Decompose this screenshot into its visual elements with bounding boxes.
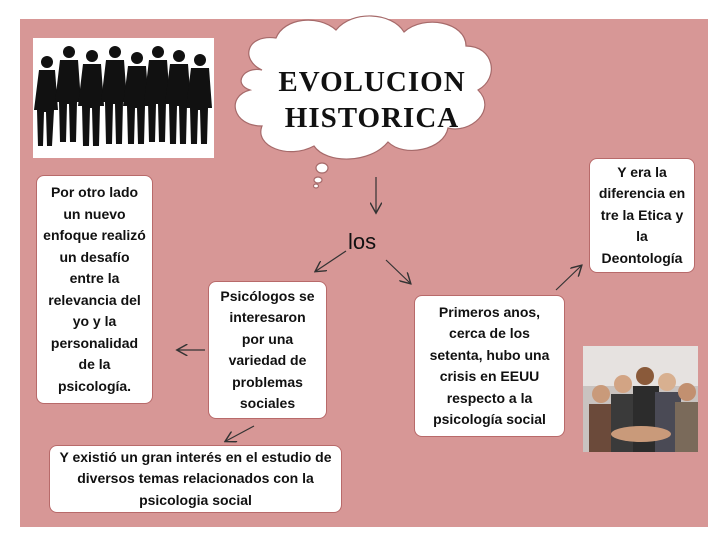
arrow-psicologos-to-interes [226, 426, 254, 441]
box-interes-text: Y existió un gran interés en el estudio de diversos temas relacionados con la psicologia social [59, 448, 332, 508]
arrow-los-to-primeros [386, 260, 410, 283]
connector-los: los [348, 229, 377, 254]
box-otro-lado-text: Por otro lado un nuevo enfoque realizó un desafío entre la relevancia del yo y la personalidad de la psicología. [43, 184, 146, 394]
title: EVOLUCION HISTORICA [278, 66, 466, 134]
box-psicologos-text: Psicólogos se interesaron por una variedad de problemas sociales [220, 287, 315, 411]
box-interes [49, 445, 342, 513]
box-primeros [414, 295, 565, 437]
box-diferencia [589, 158, 695, 273]
box-diferencia-text: Y era la diferencia en tre la Etica y la Deontología [598, 163, 686, 266]
arrow-primeros-to-diferencia [556, 266, 581, 290]
box-otro-lado [36, 175, 153, 404]
arrow-los-to-psicologos [316, 251, 346, 271]
box-primeros-text: Primeros anos, cerca de los setenta, hubo una crisis en EEUU respecto a la psicología social [429, 303, 550, 427]
box-psicologos [208, 281, 327, 419]
